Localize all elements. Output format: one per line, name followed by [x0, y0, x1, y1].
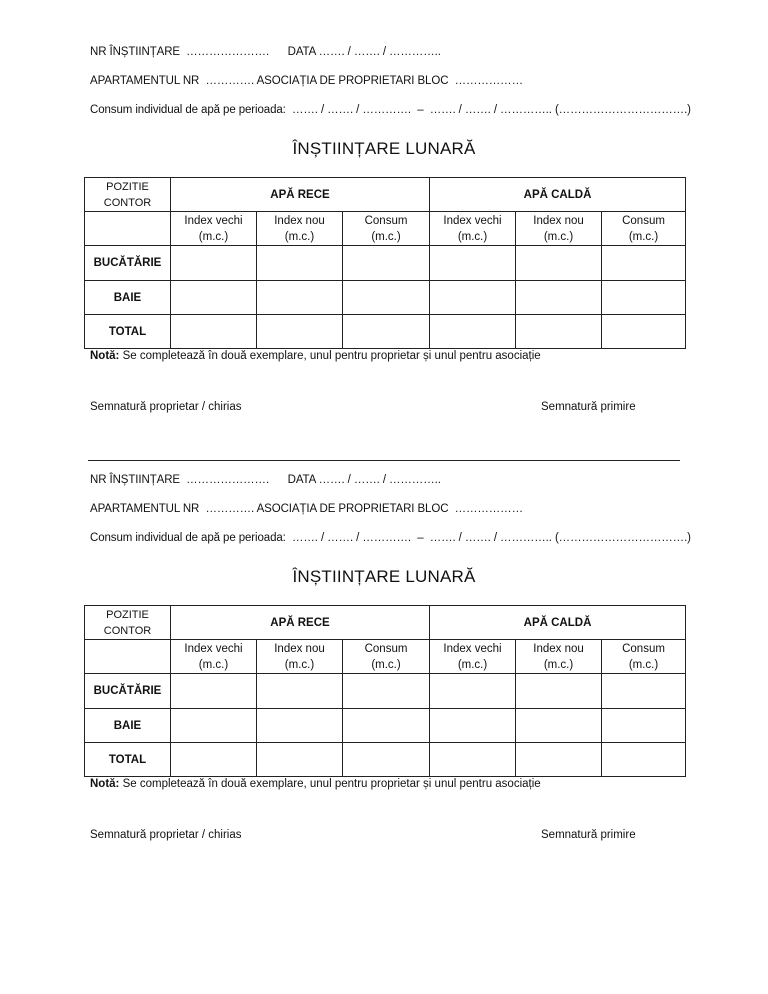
note-label: Notă:	[90, 778, 120, 790]
empty-header-cell	[85, 212, 171, 246]
row-label-kitchen: BUCĂTĂRIE	[85, 674, 171, 709]
input-cell[interactable]	[171, 315, 257, 349]
input-cell[interactable]	[257, 246, 343, 281]
input-cell[interactable]	[516, 315, 602, 349]
input-cell[interactable]	[516, 281, 602, 315]
table-row	[85, 246, 686, 281]
note-label: Notă:	[90, 350, 120, 362]
input-cell[interactable]	[516, 674, 602, 709]
input-cell[interactable]	[257, 315, 343, 349]
note	[90, 778, 541, 790]
hot-old-index-header: Index vechi (m.c.)	[430, 640, 516, 674]
row-label-bathroom: BAIE	[85, 281, 171, 315]
note-text: Se completează în două exemplare, unul pentru proprietar și unul pentru asociație	[119, 778, 541, 790]
input-cell[interactable]	[602, 674, 686, 709]
cold-new-index-header: Index nou (m.c.)	[257, 640, 343, 674]
input-cell[interactable]	[171, 709, 257, 743]
cold-water-header: APĂ RECE	[171, 178, 430, 212]
cold-new-index-header: Index nou (m.c.)	[257, 212, 343, 246]
hot-consumption-header: Consum (m.c.)	[602, 212, 686, 246]
receipt-signature-label: Semnatură primire	[541, 401, 636, 413]
input-cell[interactable]	[430, 674, 516, 709]
note	[90, 350, 541, 362]
meter-position-header: POZITIE CONTOR	[85, 606, 171, 640]
input-cell[interactable]	[343, 281, 430, 315]
input-cell[interactable]	[257, 281, 343, 315]
hot-new-index-header: Index nou (m.c.)	[516, 212, 602, 246]
cold-water-header: APĂ RECE	[171, 606, 430, 640]
form-title: ÎNȘTIINȚARE LUNARĂ	[292, 567, 476, 586]
notice-number-date-line: NR ÎNȘTIINȚARE …………………. DATA ……. / ……. / …………..	[90, 46, 441, 58]
hot-water-header: APĂ CALDĂ	[430, 178, 686, 212]
cut-divider-line	[88, 460, 680, 461]
input-cell[interactable]	[430, 281, 516, 315]
consumption-period-line: Consum individual de apă pe perioada: ……. / ……. / …………. – ……. / ……. / ………….. (…………………………….)	[90, 104, 691, 116]
empty-header-cell	[85, 640, 171, 674]
receipt-signature-label: Semnatură primire	[541, 829, 636, 841]
hot-old-index-header: Index vechi (m.c.)	[430, 212, 516, 246]
input-cell[interactable]	[171, 743, 257, 777]
meter-table	[84, 605, 686, 777]
owner-signature-label: Semnatură proprietar / chirias	[90, 401, 242, 413]
table-row	[85, 315, 686, 349]
form-title: ÎNȘTIINȚARE LUNARĂ	[292, 139, 476, 158]
row-label-total: TOTAL	[85, 315, 171, 349]
input-cell[interactable]	[516, 246, 602, 281]
input-cell[interactable]	[430, 315, 516, 349]
cold-old-index-header: Index vechi (m.c.)	[171, 212, 257, 246]
note-text: Se completează în două exemplare, unul pentru proprietar și unul pentru asociație	[119, 350, 541, 362]
table-row	[85, 281, 686, 315]
hot-water-header: APĂ CALDĂ	[430, 606, 686, 640]
input-cell[interactable]	[602, 315, 686, 349]
cold-old-index-header: Index vechi (m.c.)	[171, 640, 257, 674]
input-cell[interactable]	[430, 246, 516, 281]
cold-consumption-header: Consum (m.c.)	[343, 212, 430, 246]
consumption-period-line: Consum individual de apă pe perioada: ……. / ……. / …………. – ……. / ……. / ………….. (…………………………….)	[90, 532, 691, 544]
apartment-association-line: APARTAMENTUL NR …………. ASOCIAȚIA DE PROPRIETARI BLOC ………………	[90, 503, 523, 515]
table-row	[85, 709, 686, 743]
cold-consumption-header: Consum (m.c.)	[343, 640, 430, 674]
meter-table	[84, 177, 686, 349]
table-row	[85, 743, 686, 777]
input-cell[interactable]	[602, 743, 686, 777]
input-cell[interactable]	[516, 709, 602, 743]
input-cell[interactable]	[257, 743, 343, 777]
owner-signature-label: Semnatură proprietar / chirias	[90, 829, 242, 841]
row-label-bathroom: BAIE	[85, 709, 171, 743]
hot-consumption-header: Consum (m.c.)	[602, 640, 686, 674]
input-cell[interactable]	[257, 674, 343, 709]
input-cell[interactable]	[343, 246, 430, 281]
input-cell[interactable]	[602, 246, 686, 281]
input-cell[interactable]	[343, 315, 430, 349]
input-cell[interactable]	[257, 709, 343, 743]
row-label-total: TOTAL	[85, 743, 171, 777]
input-cell[interactable]	[430, 709, 516, 743]
input-cell[interactable]	[171, 674, 257, 709]
notice-number-date-line: NR ÎNȘTIINȚARE …………………. DATA ……. / ……. / …………..	[90, 474, 441, 486]
table-row	[85, 674, 686, 709]
input-cell[interactable]	[171, 246, 257, 281]
input-cell[interactable]	[343, 674, 430, 709]
input-cell[interactable]	[343, 743, 430, 777]
apartment-association-line: APARTAMENTUL NR …………. ASOCIAȚIA DE PROPRIETARI BLOC ………………	[90, 75, 523, 87]
row-label-kitchen: BUCĂTĂRIE	[85, 246, 171, 281]
input-cell[interactable]	[602, 709, 686, 743]
input-cell[interactable]	[430, 743, 516, 777]
input-cell[interactable]	[171, 281, 257, 315]
meter-position-header: POZITIE CONTOR	[85, 178, 171, 212]
input-cell[interactable]	[516, 743, 602, 777]
hot-new-index-header: Index nou (m.c.)	[516, 640, 602, 674]
input-cell[interactable]	[602, 281, 686, 315]
input-cell[interactable]	[343, 709, 430, 743]
